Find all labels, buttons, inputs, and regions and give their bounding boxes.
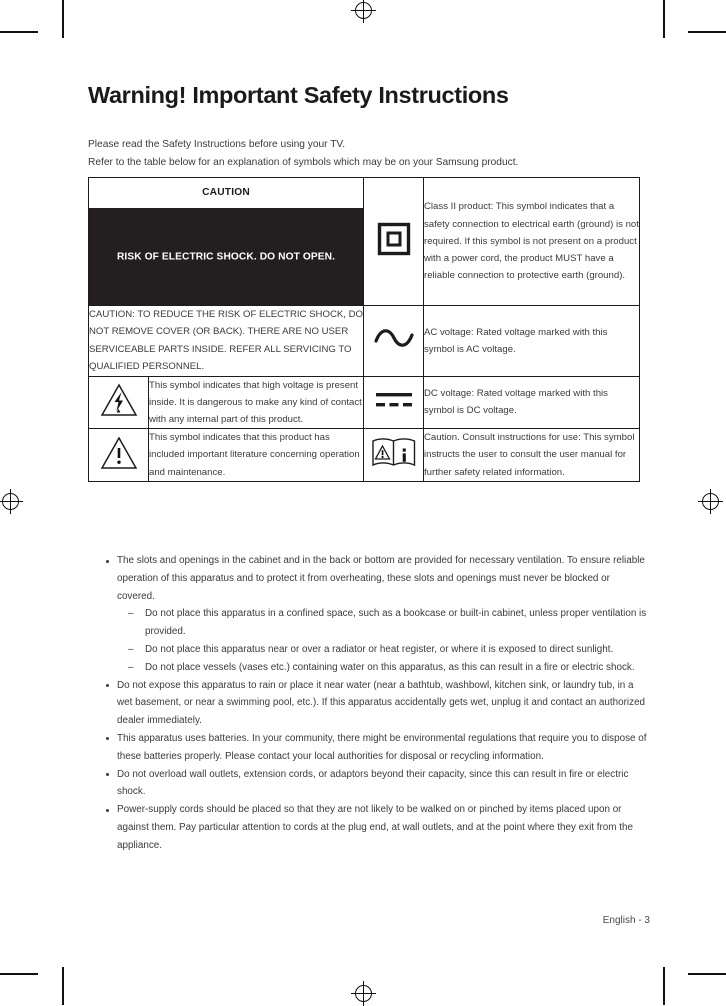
bullet-text: The slots and openings in the cabinet and in the back or bottom are provided for necessary ventilation. To ensure reliable operation of this apparatus and to protect it from overheating, these slots and openings must never be blocked or covered.: [117, 555, 645, 602]
list-item: [96, 801, 650, 854]
high-voltage-description: This symbol indicates that high voltage is present inside. It is dangerous to make any kind of contact with any internal part of this product.: [149, 376, 364, 429]
ac-voltage-symbol-cell: [364, 306, 424, 377]
class-ii-symbol-cell: [364, 178, 424, 306]
page-title: Warning! Important Safety Instructions: [88, 82, 509, 108]
consult-manual-book-icon: [369, 435, 419, 476]
page-content: [88, 0, 650, 1005]
class-ii-description: Class II product: This symbol indicates that a safety connection to electrical earth (ground) is not required. If this symbol is not present on a product with a power cord, the product MUST have a reliable connection to protective earth (ground).: [424, 178, 640, 306]
list-item: – Do not place this apparatus near or over a radiator or heat register, or where it is exposed to direct sunlight.: [123, 641, 650, 659]
bullet-text: Power-supply cords should be placed so that they are not likely to be walked on or pinched by items placed upon or against them. Pay particular attention to cords at the plug end, at wall outlets, and at the point where they exit from the appliance.: [117, 804, 633, 851]
crop-mark-icon: [62, 967, 64, 1005]
intro-line-1: Please read the Safety Instructions before using your TV.: [88, 139, 346, 150]
caution-servicing-text: CAUTION: TO REDUCE THE RISK OF ELECTRIC SHOCK, DO NOT REMOVE COVER (OR BACK). THERE ARE NO USER SERVICEABLE PARTS INSIDE. REFER ALL SERVICING TO QUALIFIED PERSONNEL.: [89, 306, 364, 377]
caution-panel: [89, 178, 364, 306]
caution-heading: CAUTION: [89, 178, 363, 208]
crop-mark-icon: [0, 31, 38, 33]
bullet-list-level-2: [117, 605, 650, 676]
registration-crosshair-icon: [702, 493, 719, 510]
crop-mark-icon: [688, 973, 726, 975]
warning-exclamation-triangle-icon: [99, 435, 139, 476]
list-item: [96, 766, 650, 802]
crop-mark-icon: [0, 973, 38, 975]
crop-mark-icon: [663, 0, 665, 38]
table-row: [89, 178, 640, 306]
table-row: [89, 306, 640, 377]
crop-mark-icon: [663, 967, 665, 1005]
crop-mark-icon: [688, 31, 726, 33]
bullet-text: This apparatus uses batteries. In your community, there might be environmental regulations that require you to dispose of these batteries properly. Please contact your local authorities for disposal or recycling information.: [117, 732, 647, 762]
table-row: [89, 429, 640, 482]
bullet-text: Do not expose this apparatus to rain or place it near water (near a bathtub, washbowl, kitchen sink, or laundry tub, in a wet basement, or near a swimming pool, etc.). If this apparatus accidentally gets wet, unplug it and contact an authorized dealer immediately.: [117, 679, 646, 727]
high-voltage-lightning-triangle-icon: [99, 382, 139, 423]
list-item: [96, 552, 650, 677]
crop-mark-icon: [62, 0, 64, 38]
literature-warning-description: This symbol indicates that this product has included important literature concerning operation and maintenance.: [149, 429, 364, 482]
high-voltage-symbol-cell: [89, 376, 149, 429]
safety-bullet-list: [96, 552, 650, 855]
caution-body-text: RISK OF ELECTRIC SHOCK. DO NOT OPEN.: [116, 251, 336, 262]
page-footer: English - 3: [602, 915, 650, 926]
class-ii-square-icon: [377, 222, 411, 261]
dc-voltage-bars-icon: [373, 389, 415, 416]
warning-symbol-cell: [89, 429, 149, 482]
table-row: [89, 376, 640, 429]
intro-paragraph: [88, 136, 650, 171]
ac-voltage-description: AC voltage: Rated voltage marked with this symbol is AC voltage.: [424, 306, 640, 377]
bullet-text: Do not overload wall outlets, extension cords, or adaptors beyond their capacity, since this can result in fire or electric shock.: [117, 768, 629, 798]
consult-manual-symbol-cell: [364, 429, 424, 482]
dc-voltage-description: DC voltage: Rated voltage marked with this symbol is DC voltage.: [424, 376, 640, 429]
registration-crosshair-icon: [2, 493, 19, 510]
ac-voltage-tilde-icon: [373, 325, 415, 356]
list-item: [96, 677, 650, 730]
caution-body: [89, 208, 363, 305]
list-item: [96, 730, 650, 766]
symbol-legend-table: [88, 177, 640, 482]
dc-voltage-symbol-cell: [364, 376, 424, 429]
list-item: – Do not place vessels (vases etc.) containing water on this apparatus, as this can result in a fire or electric shock.: [123, 659, 650, 677]
list-item: – Do not place this apparatus in a confined space, such as a bookcase or built-in cabinet, unless proper ventilation is provided.: [123, 605, 650, 641]
intro-line-2: Refer to the table below for an explanation of symbols which may be on your Samsung product.: [88, 156, 519, 168]
bullet-list-level-1: [96, 552, 650, 855]
consult-manual-description: Caution. Consult instructions for use: This symbol instructs the user to consult the user manual for further safety related information.: [424, 429, 640, 482]
